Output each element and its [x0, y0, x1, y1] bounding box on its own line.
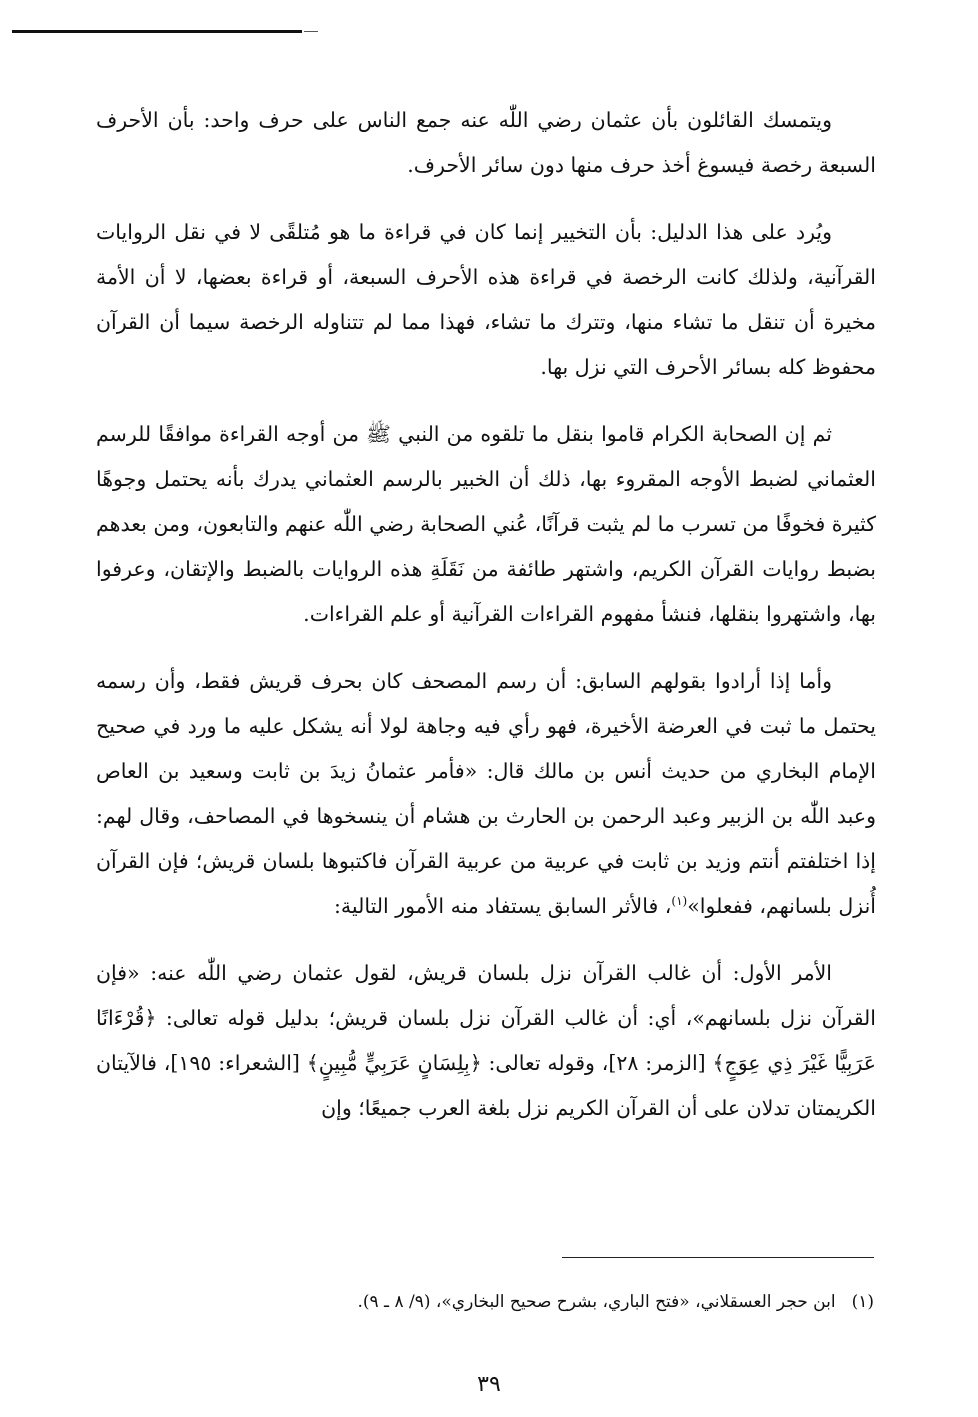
paragraph-2: ويُرد على هذا الدليل: بأن التخيير إنما كان في قراءة ما هو مُتلقًى لا في نقل الروايات القرآنية، ولذلك كانت الرخصة في قراءة هذه الأحرف السبعة، أو قراءة بعضها، لا أن الأمة مخيرة أن تنقل ما تشاء منها، وتترك ما تشاء، فهذا مما لم تتناوله الرخصة سيما أن القرآن محفوظ كله بسائر الأحرف التي نزل بها.	[96, 220, 876, 379]
paragraph-1: ويتمسك القائلون بأن عثمان رضي اللّٰه عنه جمع الناس على حرف واحد: بأن الأحرف السبعة رخصة فيسوغ أخذ حرف منها دون سائر الأحرف.	[96, 108, 876, 177]
footnote	[120, 1288, 874, 1316]
footnote-number: (١)	[851, 1292, 874, 1312]
paragraph-4-text-before: وأما إذا أرادوا بقولهم السابق: أن رسم المصحف كان بحرف قريش فقط، وأن رسمه يحتمل ما ثبت في العرضة الأخيرة، فهو رأي فيه وجاهة لولا أنه يشكل عليه ما ورد في صحيح الإمام البخاري من حديث أنس بن مالك قال: «فأمر عثمانُ زيدَ بن ثابت وسعيد بن العاص وعبد اللّٰه بن الزبير وعبد الرحمن بن الحارث بن هشام أن ينسخوها في المصاحف، وقال لهم: إذا اختلفتم أنتم وزيد بن ثابت في عربية من عربية القرآن فاكتبوها بلسان قريش؛ فإن القرآن أُنزل بلسانهم، ففعلوا»	[96, 669, 876, 918]
page-body	[96, 98, 876, 1153]
paragraph-4-text-after: ، فالأثر السابق يستفاد منه الأمور التالية:	[334, 894, 672, 918]
paragraph-3: ثم إن الصحابة الكرام قاموا بنقل ما تلقوه من النبي ﷺ من أوجه القراءة موافقًا للرسم العثماني لضبط الأوجه المقروء بها، ذلك أن الخبير بالرسم العثماني يدرك بأنه يحتمل وجوهًا كثيرة فخوفًا من تسرب ما لم يثبت قرآنًا، عُني الصحابة رضي اللّٰه عنهم والتابعون، ومن بعدهم بضبط روايات القرآن الكريم، واشتهر طائفة من نَقَلَةِ هذه الروايات بالضبط والإتقان، وعرفوا بها، واشتهروا بنقلها، فنشأ مفهوم القراءات القرآنية أو علم القراءات.	[96, 422, 876, 626]
page-number: ٣٩	[477, 1372, 501, 1397]
paragraph-4	[96, 659, 876, 929]
footnote-text: ابن حجر العسقلاني، «فتح الباري، بشرح صحيح البخاري»، (٩/ ٨ ـ ٩).	[357, 1292, 836, 1312]
header-rule-tail	[304, 31, 318, 32]
header-rule	[12, 30, 302, 33]
footnote-separator	[562, 1257, 874, 1258]
paragraph-5: الأمر الأول: أن غالب القرآن نزل بلسان قريش، لقول عثمان رضي اللّٰه عنه: «فإن القرآن نزل بلسانهم»، أي: أن غالب القرآن نزل بلسان قريش؛ بدليل قوله تعالى: ﴿قُرْءَانًا عَرَبِيًّا غَيْرَ ذِي عِوَجٍ﴾ [الزمر: ٢٨]، وقوله تعالى: ﴿بِلِسَانٍ عَرَبِيٍّ مُّبِينٍ﴾ [الشعراء: ١٩٥]، فالآيتان الكريمتان تدلان على أن القرآن الكريم نزل بلغة العرب جميعًا؛ وإن	[96, 961, 877, 1120]
footnote-reference[interactable]: (١)	[671, 894, 688, 909]
